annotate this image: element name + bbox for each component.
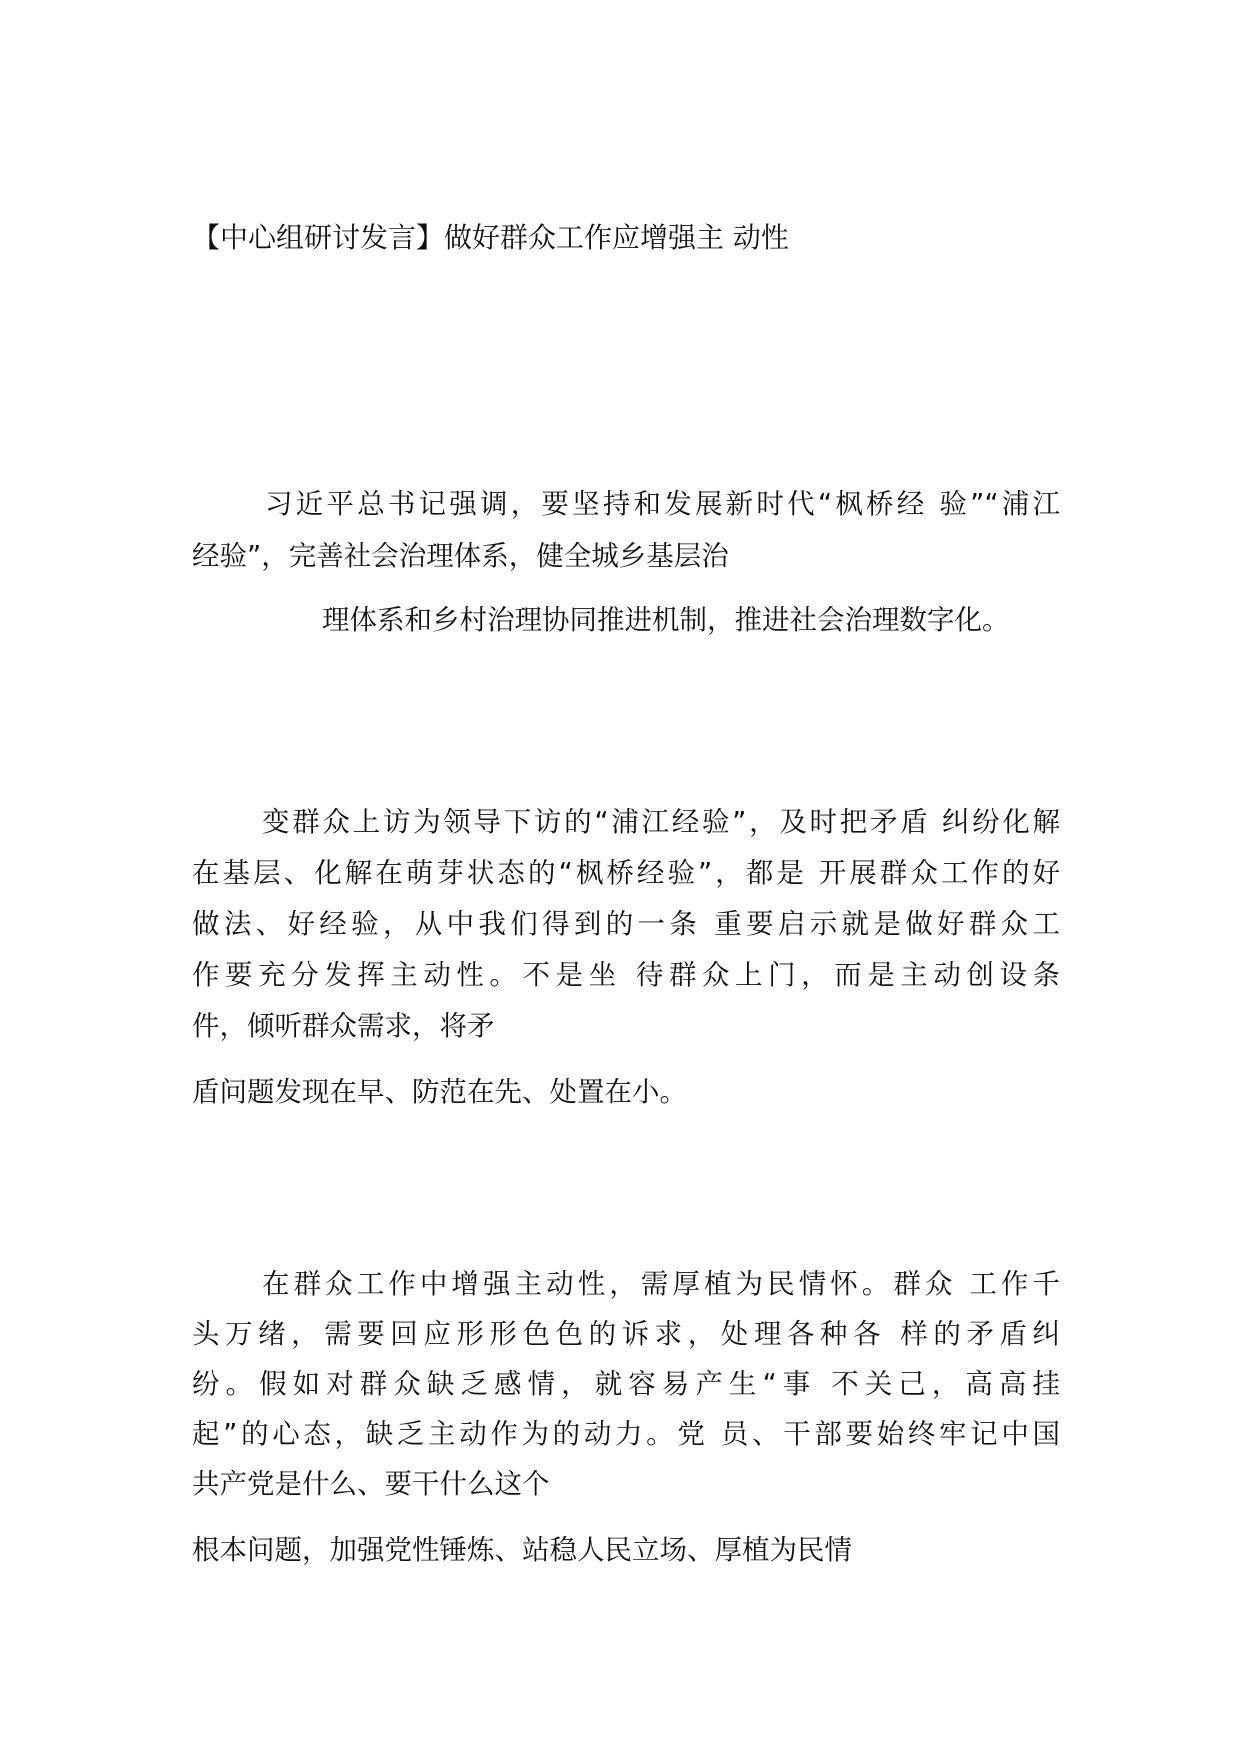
paragraph-3-line-2: 头万绪，需要回应形形色色的诉求，处理各种各 样的矛盾纠 <box>192 1318 1060 1350</box>
paragraph-1-line-3: 理体系和乡村治理协同推进机制，推进社会治理数字化。 <box>322 604 1010 636</box>
paragraph-3-line-1: 在群众工作中增强主动性，需厚植为民情怀。群众 工作千 <box>262 1268 1060 1300</box>
paragraph-1-line-1: 习近平总书记强调，要坚持和发展新时代“枫桥经 验”“浦江 <box>265 488 1060 520</box>
paragraph-2-line-4: 作要充分发挥主动性。不是坐 待群众上门，而是主动创设条 <box>192 959 1060 991</box>
paragraph-2-line-2: 在基层、化解在萌芽状态的“枫桥经验”，都是 开展群众工作的好 <box>192 857 1060 889</box>
paragraph-2-line-6: 盾问题发现在早、防范在先、处置在小。 <box>192 1076 687 1108</box>
paragraph-3-line-6: 根本问题，加强党性锤炼、站稳人民立场、厚植为民情 <box>192 1534 852 1566</box>
paragraph-2-line-1: 变群众上访为领导下访的“浦江经验”，及时把矛盾 纠纷化解 <box>262 806 1060 838</box>
paragraph-3-line-5: 共产党是什么、要干什么这个 <box>192 1468 550 1500</box>
paragraph-2-line-5: 件，倾听群众需求，将矛 <box>192 1010 495 1042</box>
paragraph-3-line-3: 纷。假如对群众缺乏感情，就容易产生“事 不关己，高高挂 <box>192 1368 1060 1400</box>
paragraph-2-line-3: 做法、好经验，从中我们得到的一条 重要启示就是做好群众工 <box>192 908 1060 940</box>
paragraph-1-line-2: 经验”，完善社会治理体系，健全城乡基层治 <box>192 540 729 572</box>
document-title: 【中心组研讨发言】做好群众工作应增强主 动性 <box>192 221 789 254</box>
paragraph-3-line-4: 起”的心态，缺乏主动作为的动力。党 员、干部要始终牢记中国 <box>192 1418 1060 1450</box>
